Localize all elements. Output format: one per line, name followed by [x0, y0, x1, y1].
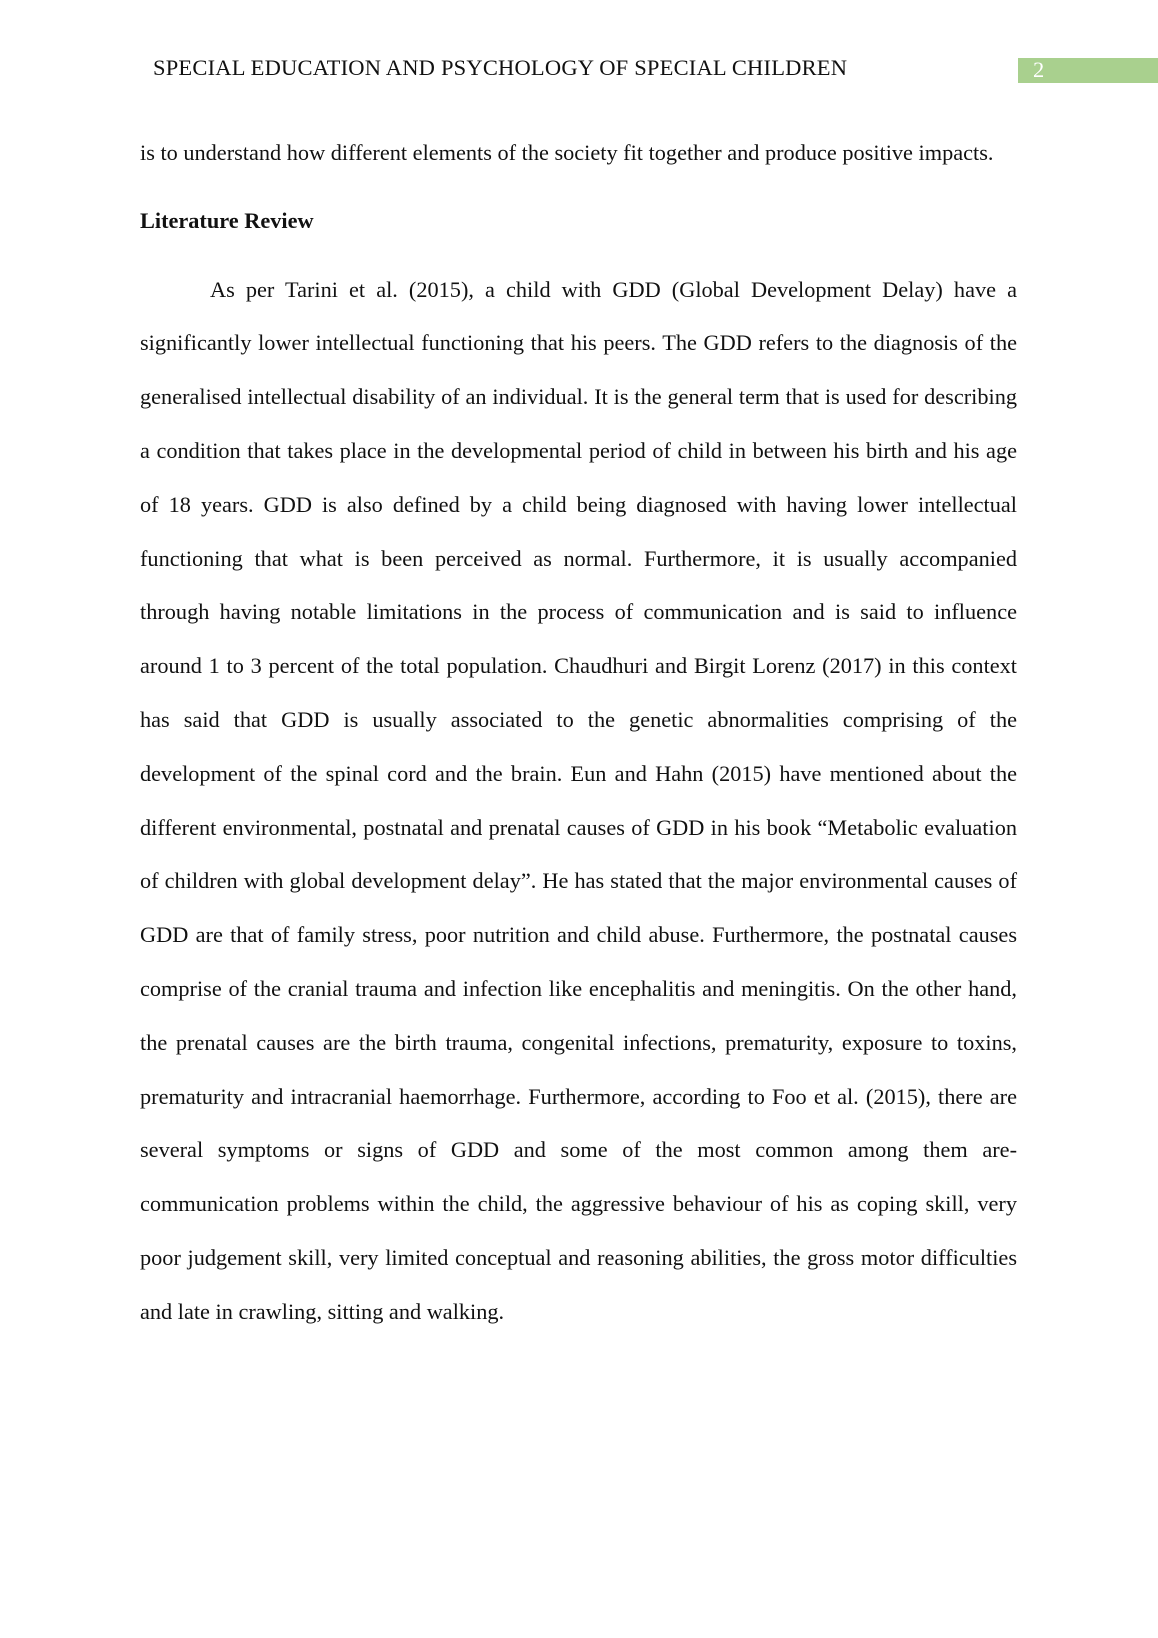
continuation-paragraph: is to understand how different elements of the society fit together and produce positive impacts. — [140, 140, 994, 165]
section-heading: Literature Review — [140, 207, 314, 233]
document-body — [140, 126, 1017, 1339]
page-number: 2 — [1033, 57, 1045, 82]
literature-review-paragraph: As per Tarini et al. (2015), a child with GDD (Global Development Delay) have a significantly lower intellectual functioning that his peers. The GDD refers to the diagnosis of the generalised intellectual disability of an individual. It is the general term that is used for describing a condition that takes place in the developmental period of child in between his birth and his age of 18 years. GDD is also defined by a child being diagnosed with having lower intellectual functioning that what is been perceived as normal. Furthermore, it is usually accompanied through having notable limitations in the process of communication and is said to influence around 1 to 3 percent of the total population. Chaudhuri and Birgit Lorenz (2017) in this context has said that GDD is usually associated to the genetic abnormalities comprising of the development of the spinal cord and the brain. Eun and Hahn (2015) have mentioned about the different environmental, postnatal and prenatal causes of GDD in his book “Metabolic evaluation of children with global development delay”. He has stated that the major environmental causes of GDD are that of family stress, poor nutrition and child abuse. Furthermore, the postnatal causes comprise of the cranial trauma and infection like encephalitis and meningitis. On the other hand, the prenatal causes are the birth trauma, congenital infections, prematurity, exposure to toxins, prematurity and intracranial haemorrhage. Furthermore, according to Foo et al. (2015), there are several symptoms or signs of GDD and some of the most common among them are- communication problems within the child, the aggressive behaviour of his as coping skill, very poor judgement skill, very limited conceptual and reasoning abilities, the gross motor difficulties and late in crawling, sitting and walking. — [140, 276, 1017, 1324]
page-number-box — [1018, 58, 1158, 83]
running-head: SPECIAL EDUCATION AND PSYCHOLOGY OF SPECIAL CHILDREN — [153, 55, 848, 80]
